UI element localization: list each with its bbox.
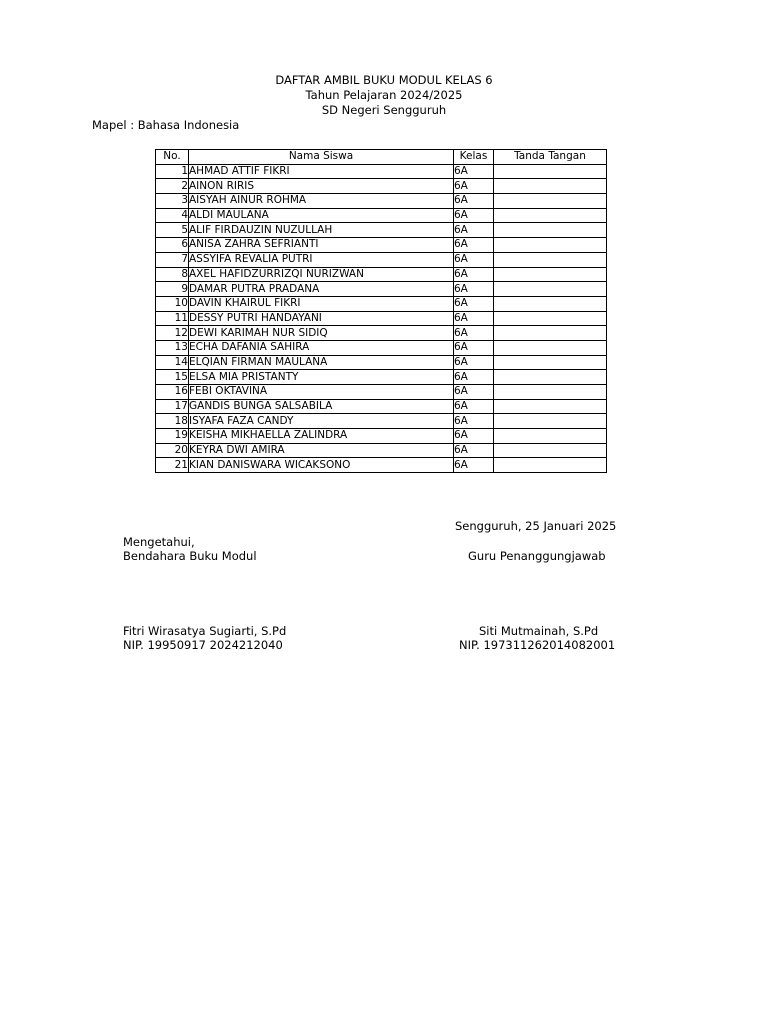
cell-tanda-tangan xyxy=(494,340,607,355)
cell-no: 11 xyxy=(156,311,189,326)
cell-nama-siswa: GANDIS BUNGA SALSABILA xyxy=(189,399,454,414)
table-row xyxy=(156,296,607,311)
cell-nama-siswa: ELSA MIA PRISTANTY xyxy=(189,370,454,385)
cell-no: 20 xyxy=(156,443,189,458)
cell-tanda-tangan xyxy=(494,458,607,473)
cell-no: 15 xyxy=(156,370,189,385)
table-row xyxy=(156,458,607,473)
cell-kelas: 6A xyxy=(454,267,494,282)
table-row xyxy=(156,223,607,238)
cell-kelas: 6A xyxy=(454,311,494,326)
acknowledged-label: Mengetahui, xyxy=(123,535,195,549)
cell-tanda-tangan xyxy=(494,429,607,444)
table-row xyxy=(156,385,607,400)
cell-kelas: 6A xyxy=(454,296,494,311)
place-date: Sengguruh, 25 Januari 2025 xyxy=(455,519,617,533)
table-header-row xyxy=(156,150,607,165)
document-title: DAFTAR AMBIL BUKU MODUL KELAS 6 xyxy=(275,73,493,87)
cell-tanda-tangan xyxy=(494,252,607,267)
cell-kelas: 6A xyxy=(454,208,494,223)
table-row xyxy=(156,267,607,282)
cell-no: 14 xyxy=(156,355,189,370)
cell-no: 13 xyxy=(156,340,189,355)
cell-no: 9 xyxy=(156,282,189,297)
subject-label: Mapel : Bahasa Indonesia xyxy=(92,118,240,132)
cell-no: 4 xyxy=(156,208,189,223)
cell-no: 16 xyxy=(156,385,189,400)
cell-tanda-tangan xyxy=(494,296,607,311)
cell-kelas: 6A xyxy=(454,238,494,253)
cell-tanda-tangan xyxy=(494,355,607,370)
cell-no: 21 xyxy=(156,458,189,473)
cell-nama-siswa: KIAN DANISWARA WICAKSONO xyxy=(189,458,454,473)
cell-kelas: 6A xyxy=(454,414,494,429)
cell-nama-siswa: FEBI OKTAVINA xyxy=(189,385,454,400)
cell-nama-siswa: DAVIN KHAIRUL FIKRI xyxy=(189,296,454,311)
header-kelas: Kelas xyxy=(454,150,494,165)
cell-kelas: 6A xyxy=(454,458,494,473)
document-header xyxy=(0,73,768,118)
cell-no: 1 xyxy=(156,164,189,179)
right-signatory-role: Guru Penanggungjawab xyxy=(468,549,606,563)
cell-nama-siswa: AXEL HAFIDZURRIZQI NURIZWAN xyxy=(189,267,454,282)
left-signatory-name: Fitri Wirasatya Sugiarti, S.Pd xyxy=(123,624,287,638)
cell-tanda-tangan xyxy=(494,179,607,194)
table-row xyxy=(156,429,607,444)
cell-kelas: 6A xyxy=(454,223,494,238)
student-roster-table xyxy=(155,149,607,473)
header-no: No. xyxy=(156,150,189,165)
cell-nama-siswa: ISYAFA FAZA CANDY xyxy=(189,414,454,429)
school-year: Tahun Pelajaran 2024/2025 xyxy=(305,88,463,102)
cell-nama-siswa: ALDI MAULANA xyxy=(189,208,454,223)
cell-kelas: 6A xyxy=(454,355,494,370)
left-signatory-role: Bendahara Buku Modul xyxy=(123,549,257,563)
cell-kelas: 6A xyxy=(454,252,494,267)
cell-nama-siswa: DESSY PUTRI HANDAYANI xyxy=(189,311,454,326)
header-tanda-tangan: Tanda Tangan xyxy=(494,150,607,165)
cell-kelas: 6A xyxy=(454,164,494,179)
table-row xyxy=(156,355,607,370)
cell-tanda-tangan xyxy=(494,267,607,282)
cell-nama-siswa: ASSYIFA REVALIA PUTRI xyxy=(189,252,454,267)
cell-tanda-tangan xyxy=(494,223,607,238)
cell-tanda-tangan xyxy=(494,311,607,326)
table-row xyxy=(156,370,607,385)
cell-kelas: 6A xyxy=(454,385,494,400)
table-row xyxy=(156,414,607,429)
cell-kelas: 6A xyxy=(454,399,494,414)
table-row xyxy=(156,443,607,458)
cell-kelas: 6A xyxy=(454,194,494,209)
cell-tanda-tangan xyxy=(494,282,607,297)
cell-kelas: 6A xyxy=(454,429,494,444)
cell-no: 8 xyxy=(156,267,189,282)
cell-nama-siswa: AHMAD ATTIF FIKRI xyxy=(189,164,454,179)
cell-tanda-tangan xyxy=(494,208,607,223)
cell-tanda-tangan xyxy=(494,326,607,341)
cell-nama-siswa: ANISA ZAHRA SEFRIANTI xyxy=(189,238,454,253)
table-row xyxy=(156,208,607,223)
cell-kelas: 6A xyxy=(454,179,494,194)
cell-no: 2 xyxy=(156,179,189,194)
cell-kelas: 6A xyxy=(454,370,494,385)
table-row xyxy=(156,326,607,341)
cell-no: 3 xyxy=(156,194,189,209)
cell-kelas: 6A xyxy=(454,326,494,341)
school-name: SD Negeri Sengguruh xyxy=(321,103,447,117)
cell-tanda-tangan xyxy=(494,164,607,179)
cell-no: 12 xyxy=(156,326,189,341)
right-signatory-nip: NIP. 197311262014082001 xyxy=(459,638,616,652)
cell-nama-siswa: KEISHA MIKHAELLA ZALINDRA xyxy=(189,429,454,444)
left-signatory-nip: NIP. 19950917 2024212040 xyxy=(123,638,283,652)
cell-nama-siswa: KEYRA DWI AMIRA xyxy=(189,443,454,458)
cell-tanda-tangan xyxy=(494,238,607,253)
cell-tanda-tangan xyxy=(494,443,607,458)
table-row xyxy=(156,252,607,267)
cell-nama-siswa: DAMAR PUTRA PRADANA xyxy=(189,282,454,297)
cell-no: 18 xyxy=(156,414,189,429)
cell-no: 7 xyxy=(156,252,189,267)
cell-no: 17 xyxy=(156,399,189,414)
table-row xyxy=(156,179,607,194)
cell-kelas: 6A xyxy=(454,282,494,297)
table-row xyxy=(156,194,607,209)
cell-tanda-tangan xyxy=(494,370,607,385)
table-row xyxy=(156,238,607,253)
cell-nama-siswa: AISYAH AINUR ROHMA xyxy=(189,194,454,209)
cell-nama-siswa: ALIF FIRDAUZIN NUZULLAH xyxy=(189,223,454,238)
cell-no: 19 xyxy=(156,429,189,444)
right-signatory-name: Siti Mutmainah, S.Pd xyxy=(479,624,599,638)
table-row xyxy=(156,282,607,297)
cell-tanda-tangan xyxy=(494,194,607,209)
cell-no: 6 xyxy=(156,238,189,253)
cell-kelas: 6A xyxy=(454,443,494,458)
table-row xyxy=(156,311,607,326)
cell-no: 10 xyxy=(156,296,189,311)
cell-tanda-tangan xyxy=(494,399,607,414)
table-row xyxy=(156,340,607,355)
cell-nama-siswa: DEWI KARIMAH NUR SIDIQ xyxy=(189,326,454,341)
cell-nama-siswa: ECHA DAFANIA SAHIRA xyxy=(189,340,454,355)
table-body xyxy=(156,164,607,472)
cell-no: 5 xyxy=(156,223,189,238)
cell-kelas: 6A xyxy=(454,340,494,355)
cell-nama-siswa: ELQIAN FIRMAN MAULANA xyxy=(189,355,454,370)
header-nama-siswa: Nama Siswa xyxy=(189,150,454,165)
cell-tanda-tangan xyxy=(494,385,607,400)
table-row xyxy=(156,399,607,414)
cell-tanda-tangan xyxy=(494,414,607,429)
table-row xyxy=(156,164,607,179)
cell-nama-siswa: AINON RIRIS xyxy=(189,179,454,194)
